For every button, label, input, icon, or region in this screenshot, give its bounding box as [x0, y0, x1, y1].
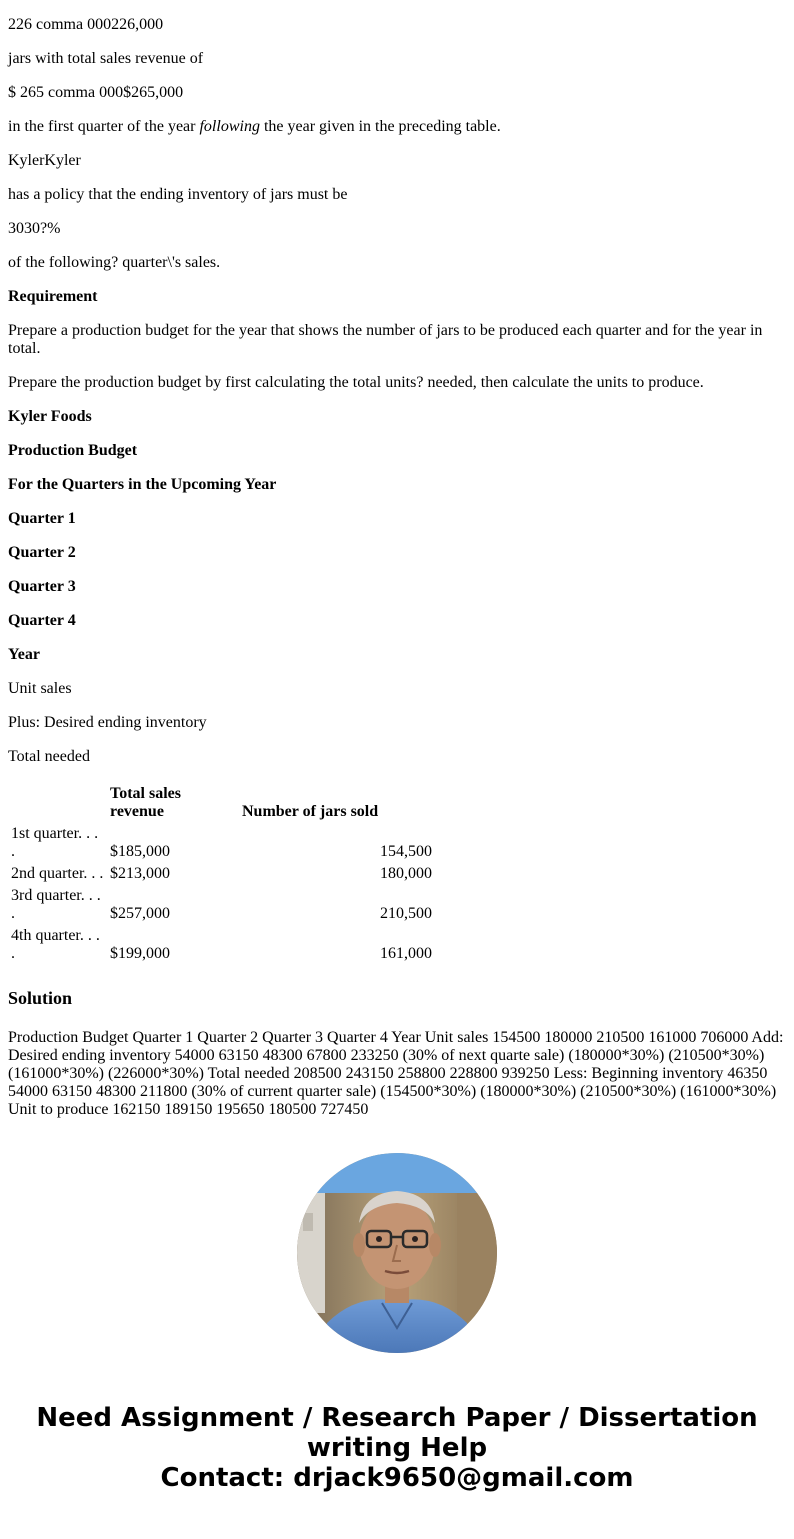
company-name: [8, 408, 786, 426]
solution-text: Production Budget Quarter 1 Quarter 2 Quarter 3 Quarter 4 Year Unit sales 154500 180000 210500 161000 706000 Add: Desired ending inventory 54000 63150 48300 67800 233250 (30% of next quarte sale) (180000*30%) (210500*30%) (161000*30%) (226000*30%) Total needed 208500 243150 258800 228800 939250 Less: Beginning inventory 46350 54000 63150 48300 211800 (30% of current quarter sale) (154500*30%) (180000*30%) (210500*30%) (161000*30%) Unit to produce 162150 189150 195650 180500 727450: [8, 1029, 784, 1118]
budget-title: [8, 442, 786, 460]
table-cell-quarter: 4th quarter. . . .: [11, 927, 100, 962]
column-quarter-3-text: Quarter 3: [8, 578, 76, 595]
problem-line-2: jars with total sales revenue of: [8, 50, 204, 67]
table-cell-jars-text: 210,500: [380, 905, 432, 922]
table-row: [10, 886, 433, 924]
column-year-text: Year: [8, 646, 40, 663]
author-avatar: [297, 1153, 497, 1353]
problem-line-6: has a policy that the ending inventory of jars must be: [8, 186, 348, 203]
column-year: [8, 646, 786, 664]
promo-banner-line-2: writing Help: [306, 1433, 488, 1463]
column-quarter-4-text: Quarter 4: [8, 612, 76, 629]
problem-line-4-italic: following: [199, 118, 260, 135]
requirement-heading-text: Requirement: [8, 288, 98, 305]
requirement-heading: [8, 288, 786, 306]
budget-title-text: Production Budget: [8, 442, 138, 459]
table-header-blank: [10, 784, 107, 822]
table-header-jars: Number of jars sold: [242, 803, 379, 820]
row-unit-sales: Unit sales: [8, 680, 72, 697]
problem-line-1: 226 comma 000226,000: [8, 16, 164, 33]
promo-banner-line-1: Need Assignment / Research Paper / Dissertation: [36, 1403, 758, 1433]
column-quarter-4: [8, 612, 786, 630]
table-row: [10, 824, 433, 862]
table-header-row: [10, 784, 433, 822]
column-quarter-2-text: Quarter 2: [8, 544, 76, 561]
requirement-2: Prepare the production budget by first calculating the total units? needed, then calculate the units to produce.: [8, 374, 704, 391]
table-cell-jars-text: 180,000: [380, 865, 432, 882]
problem-line-7: 3030?%: [8, 220, 61, 237]
problem-line-3: $ 265 comma 000$265,000: [8, 84, 184, 101]
problem-line-4-before: in the first quarter of the year: [8, 118, 200, 135]
table-cell-jars: [241, 886, 433, 924]
column-quarter-1: [8, 510, 786, 528]
table-cell-revenue: $213,000: [110, 865, 170, 882]
budget-period: [8, 476, 786, 494]
solution-heading: Solution: [8, 988, 73, 1008]
table-cell-jars: [241, 824, 433, 862]
table-header-revenue: Total sales revenue: [110, 785, 181, 820]
table-cell-quarter: 2nd quarter. . .: [11, 865, 104, 882]
document-body: [0, 16, 794, 1119]
table-cell-jars: [241, 864, 433, 884]
table-cell-jars-text: 161,000: [380, 945, 432, 962]
column-quarter-1-text: Quarter 1: [8, 510, 76, 527]
table-row: [10, 864, 433, 884]
author-photo-icon: [297, 1153, 497, 1353]
table-cell-jars-text: 154,500: [380, 843, 432, 860]
row-total-needed: Total needed: [8, 748, 90, 765]
promo-banner-line-3: Contact: drjack9650@gmail.com: [160, 1463, 634, 1493]
problem-line-8: of the following? quarter\'s sales.: [8, 254, 221, 271]
promo-banner: [0, 1403, 794, 1493]
sales-data-table: [8, 782, 435, 966]
table-cell-jars: [241, 926, 433, 964]
budget-period-text: For the Quarters in the Upcoming Year: [8, 476, 277, 493]
table-cell-revenue: $199,000: [110, 945, 170, 962]
table-cell-quarter: 1st quarter. . . .: [11, 825, 99, 860]
problem-line-4: [8, 118, 786, 136]
problem-line-5: KylerKyler: [8, 152, 81, 169]
company-name-text: Kyler Foods: [8, 408, 92, 425]
row-desired-ending-inventory: Plus: Desired ending inventory: [8, 714, 207, 731]
problem-line-4-after: the year given in the preceding table.: [259, 118, 501, 135]
requirement-1: Prepare a production budget for the year that shows the number of jars to be produced each quarter and for the year in total.: [8, 322, 763, 357]
column-quarter-2: [8, 544, 786, 562]
table-cell-revenue: $257,000: [110, 905, 170, 922]
column-quarter-3: [8, 578, 786, 596]
table-cell-revenue: $185,000: [110, 843, 170, 860]
table-row: [10, 926, 433, 964]
table-cell-quarter: 3rd quarter. . . .: [11, 887, 101, 922]
